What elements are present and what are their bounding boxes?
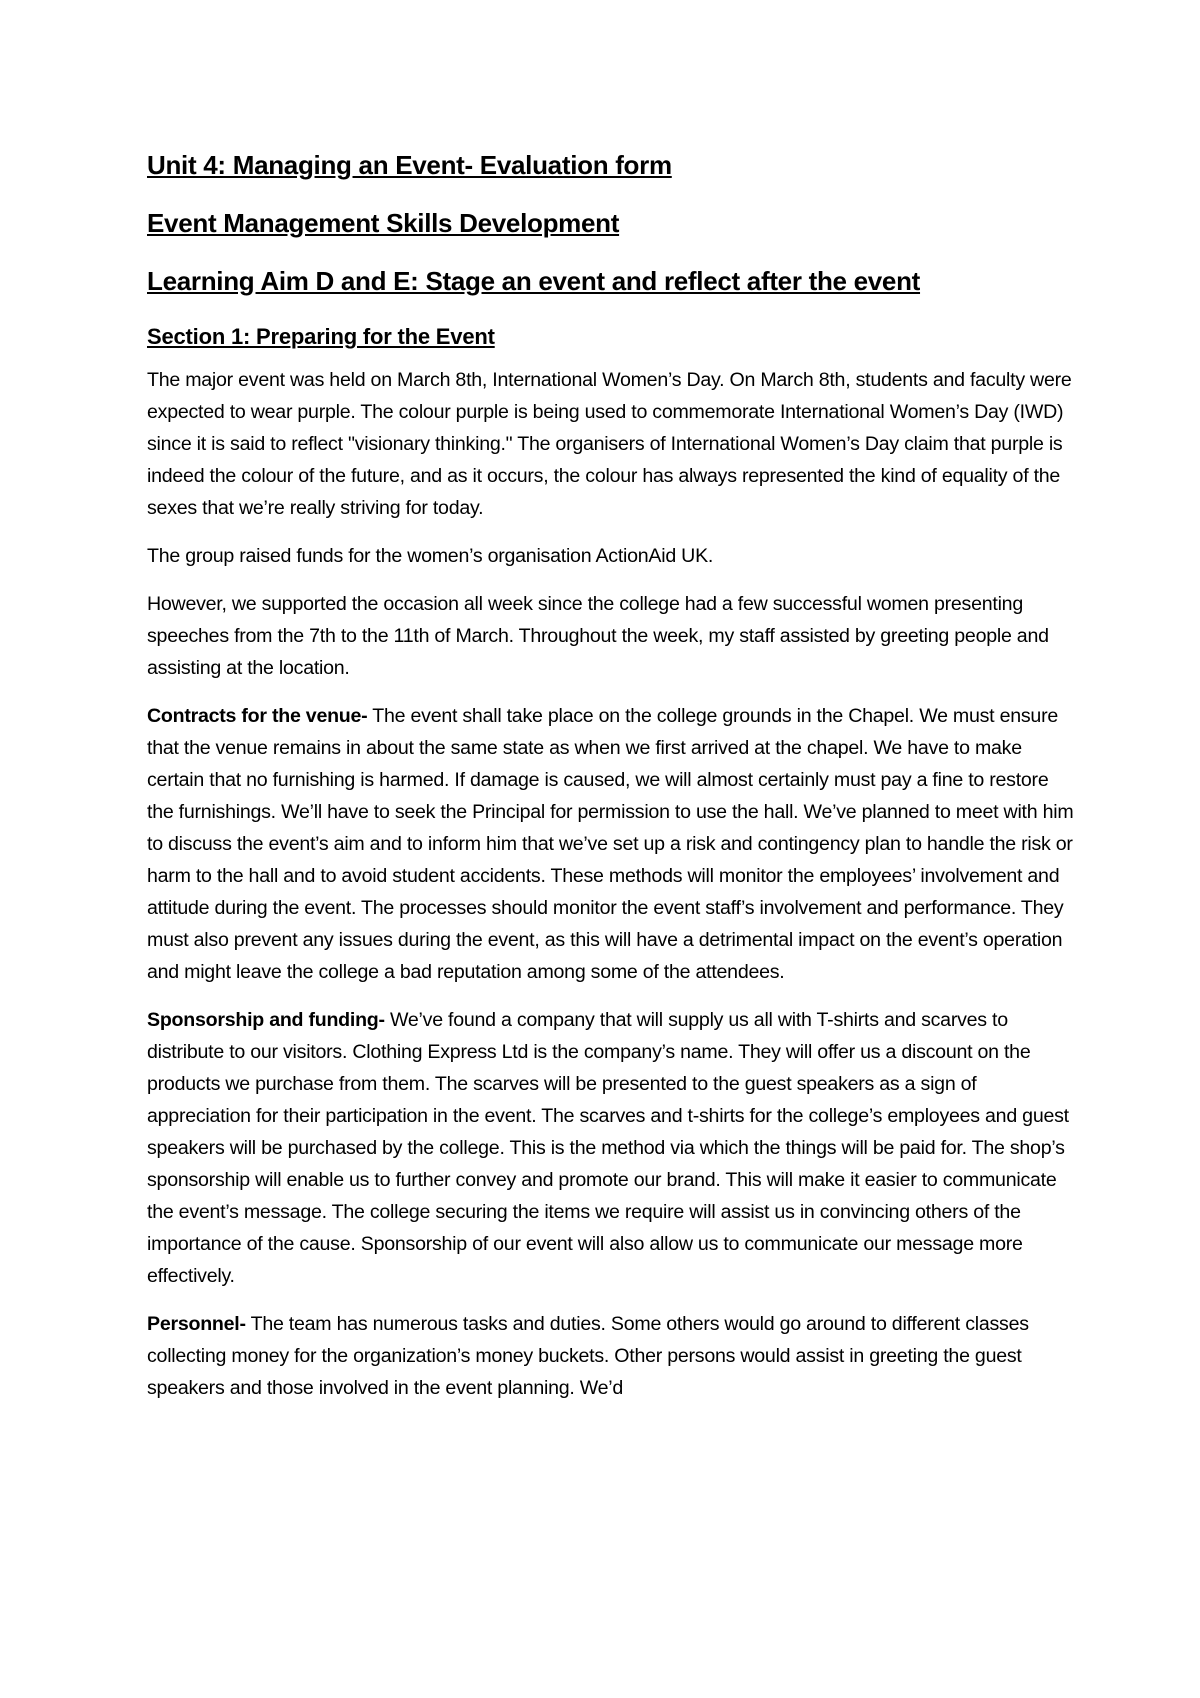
document-subtitle: Event Management Skills Development <box>147 208 620 238</box>
document-page <box>147 148 1077 1420</box>
section-1-heading: Section 1: Preparing for the Event <box>147 324 495 349</box>
paragraph-sponsorship <box>147 1004 1077 1292</box>
personnel-text: The team has numerous tasks and duties. Some others would go around to different classes collecting money for the organization’s money buckets. Other persons would assist in greeting the guest speakers and those involved in the event planning. We’d <box>147 1313 1029 1399</box>
document-title: Unit 4: Managing an Event- Evaluation form <box>147 150 672 180</box>
contracts-text: The event shall take place on the college grounds in the Chapel. We must ensure that the venue remains in about the same state as when we first arrived at the chapel. We have to make certain that no furnishing is harmed. If damage is caused, we will almost certainly must pay a fine to restore the furnishings. We’ll have to seek the Principal for permission to use the hall. We’ve planned to meet with him to discuss the event’s aim and to inform him that we’ve set up a risk and contingency plan to handle the risk or harm to the hall and to avoid student accidents. These methods will monitor the employees’ involvement and attitude during the event. The processes should monitor the event staff’s involvement and performance. They must also prevent any issues during the event, as this will have a detrimental impact on the event’s operation and might leave the college a bad reputation among some of the attendees. <box>147 705 1074 983</box>
paragraph-week-support: However, we supported the occasion all week since the college had a few successful women presenting speeches from the 7th to the 11th of March. Throughout the week, my staff assisted by greeting people and assisting at the location. <box>147 593 1049 679</box>
contracts-lead: Contracts for the venue- <box>147 705 368 727</box>
sponsorship-text: We’ve found a company that will supply us all with T-shirts and scarves to distribute to our visitors. Clothing Express Ltd is the company’s name. They will offer us a discount on the products we purchase from them. The scarves will be presented to the guest speakers as a sign of appreciation for their participation in the event. The scarves and t-shirts for the college’s employees and guest speakers will be purchased by the college. This is the method via which the things will be paid for. The shop’s sponsorship will enable us to further convey and promote our brand. This will make it easier to communicate the event’s message. The college securing the items we require will assist us in convincing others of the importance of the cause. Sponsorship of our event will also allow us to communicate our message more effectively. <box>147 1009 1069 1287</box>
sponsorship-lead: Sponsorship and funding- <box>147 1009 385 1031</box>
paragraph-funds: The group raised funds for the women’s organisation ActionAid UK. <box>147 545 714 567</box>
personnel-lead: Personnel- <box>147 1313 246 1335</box>
paragraph-contracts <box>147 700 1077 988</box>
learning-aim-title: Learning Aim D and E: Stage an event and reflect after the event <box>147 266 921 296</box>
paragraph-personnel <box>147 1308 1077 1404</box>
paragraph-intro: The major event was held on March 8th, International Women’s Day. On March 8th, students and faculty were expected to wear purple. The colour purple is being used to commemorate International Women’s Day (IWD) since it is said to reflect "visionary thinking." The organisers of International Women’s Day claim that purple is indeed the colour of the future, and as it occurs, the colour has always represented the kind of equality of the sexes that we’re really striving for today. <box>147 369 1072 519</box>
